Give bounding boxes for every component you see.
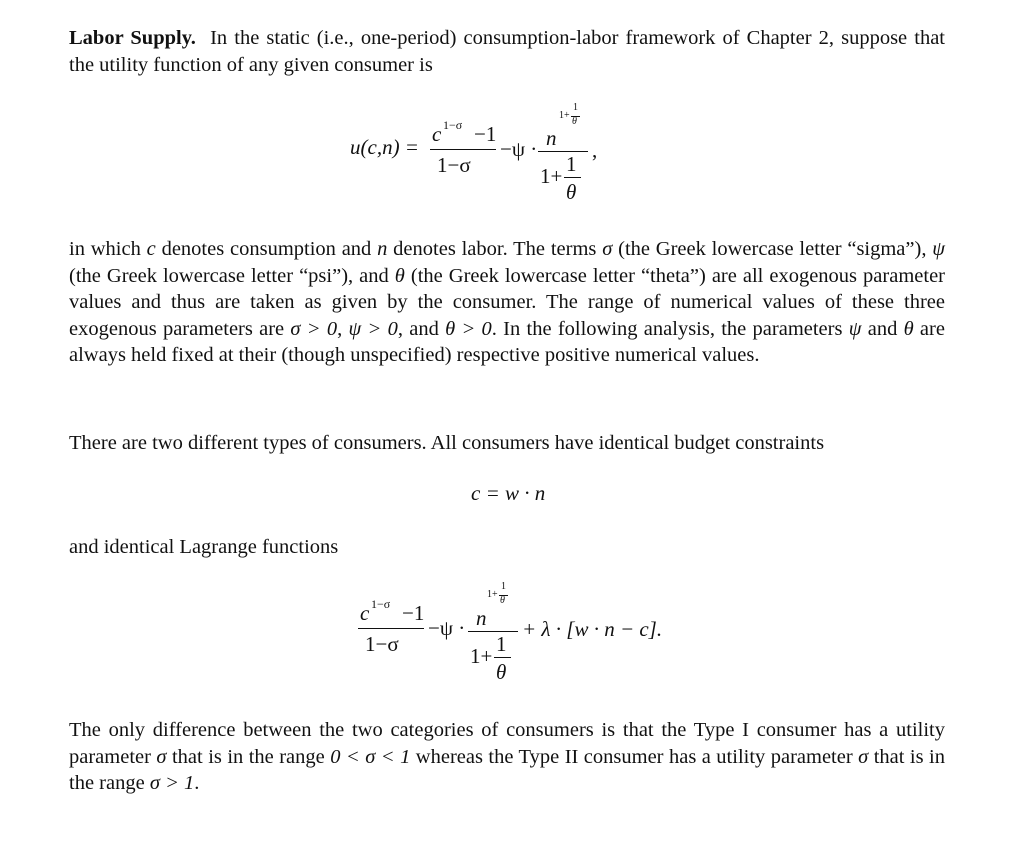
p2-text: , and (397, 317, 446, 340)
intro-text: In the static (i.e., one-period) consumption-labor framework of Chapter 2, suppose that the utility function of any given consumer is (69, 27, 945, 76)
var-sigma: σ (602, 238, 613, 260)
frac2-numerator-n: n (546, 126, 557, 150)
var-psi: ψ (848, 317, 862, 340)
frac1-denominator: 1−σ (365, 632, 399, 656)
frac1-numerator-exponent: 1−σ (371, 597, 391, 611)
range-sigma: σ > 0 (290, 317, 338, 340)
var-theta: θ (903, 317, 914, 340)
p5-text: that is in the range (166, 745, 331, 768)
p2-text: denotes labor. The terms (387, 238, 603, 260)
range-psi: ψ > 0 (348, 317, 398, 340)
frac2-den-prefix: 1+ (540, 164, 563, 188)
frac2-den-one: 1 (566, 152, 577, 176)
frac1-numerator-tail: −1 (474, 122, 497, 146)
frac2-numerator-n: n (476, 606, 487, 630)
range-theta: θ > 0 (445, 317, 492, 340)
var-n: n (377, 238, 388, 260)
p2-text: (the Greek lowercase letter “theta”) are all exogenous parameter values and thus are taken as given by the consumer. The range of numerical values of these three exogenous parameters are (69, 264, 945, 340)
p2-text: (the Greek lowercase letter “sigma”), (612, 238, 933, 260)
p2-text: . In the following analysis, the parameters (491, 317, 849, 340)
p5-text: . (194, 772, 200, 794)
lagrange-intro: and identical Lagrange functions (69, 536, 339, 558)
frac1-numerator-c: c (432, 122, 442, 146)
frac2-den-prefix: 1+ (470, 644, 493, 668)
p2-text: (the Greek lowercase letter “psi”), and (69, 264, 395, 287)
var-theta: θ (394, 264, 405, 287)
var-psi: ψ (932, 238, 946, 260)
frac2-bar (538, 151, 588, 152)
frac2-den-theta: θ (566, 180, 577, 204)
range-type-one: 0 < σ < 1 (330, 745, 411, 768)
exp-plus: 1+ (559, 110, 570, 121)
parameters-paragraph (69, 236, 945, 369)
minus-psi: −ψ · (500, 137, 538, 161)
var-sigma: σ (156, 745, 167, 768)
p5-text: that is in the range (69, 745, 945, 794)
section-heading: Labor Supply. (69, 27, 196, 49)
p2-text: are always held fixed at their (though unspecified) respective positive numerical values. (69, 317, 945, 366)
frac2-inner-bar (564, 177, 581, 178)
difference-paragraph (69, 717, 945, 797)
minus-psi: −ψ · (428, 616, 466, 640)
lagrange-equation (350, 581, 690, 695)
p2-text: , (337, 317, 349, 340)
exp-theta: θ (500, 595, 505, 606)
frac1-bar (430, 149, 496, 150)
frac1-numerator-c: c (360, 601, 370, 625)
frac1-numerator-exponent: 1−σ (443, 118, 463, 132)
p2-text: denotes consumption and (155, 238, 378, 260)
var-sigma: σ (858, 745, 869, 768)
utility-equation (340, 98, 640, 208)
frac2-inner-bar (494, 657, 511, 658)
utility-lhs: u(c,n) = (350, 135, 419, 159)
lagrange-tail: + λ · [w · n − c]. (522, 617, 663, 641)
frac1-numerator-tail: −1 (402, 601, 425, 625)
budget-constraint-equation: c = w · n (471, 481, 546, 505)
frac2-den-theta: θ (496, 660, 507, 684)
range-type-two: σ > 1 (149, 772, 195, 794)
p2-text: in which (69, 238, 147, 260)
exp-one: 1 (573, 102, 578, 113)
exp-plus: 1+ (487, 589, 498, 600)
frac2-bar (468, 631, 518, 632)
var-c: c (146, 238, 156, 260)
frac2-den-one: 1 (496, 632, 507, 656)
types-paragraph: There are two different types of consumers. All consumers have identical budget constraints (69, 432, 825, 454)
intro-paragraph (69, 25, 945, 78)
exp-one: 1 (501, 581, 506, 592)
p2-text: and (861, 317, 904, 340)
eq1-comma: , (592, 138, 598, 162)
frac1-denominator: 1−σ (437, 153, 471, 177)
exp-theta: θ (572, 116, 577, 127)
p5-text: The only difference between the two categories of consumers is that the Type I consumer has a utility parameter (69, 719, 945, 768)
frac1-bar (358, 628, 424, 629)
p5-text: whereas the Type II consumer has a utility parameter (410, 745, 859, 768)
